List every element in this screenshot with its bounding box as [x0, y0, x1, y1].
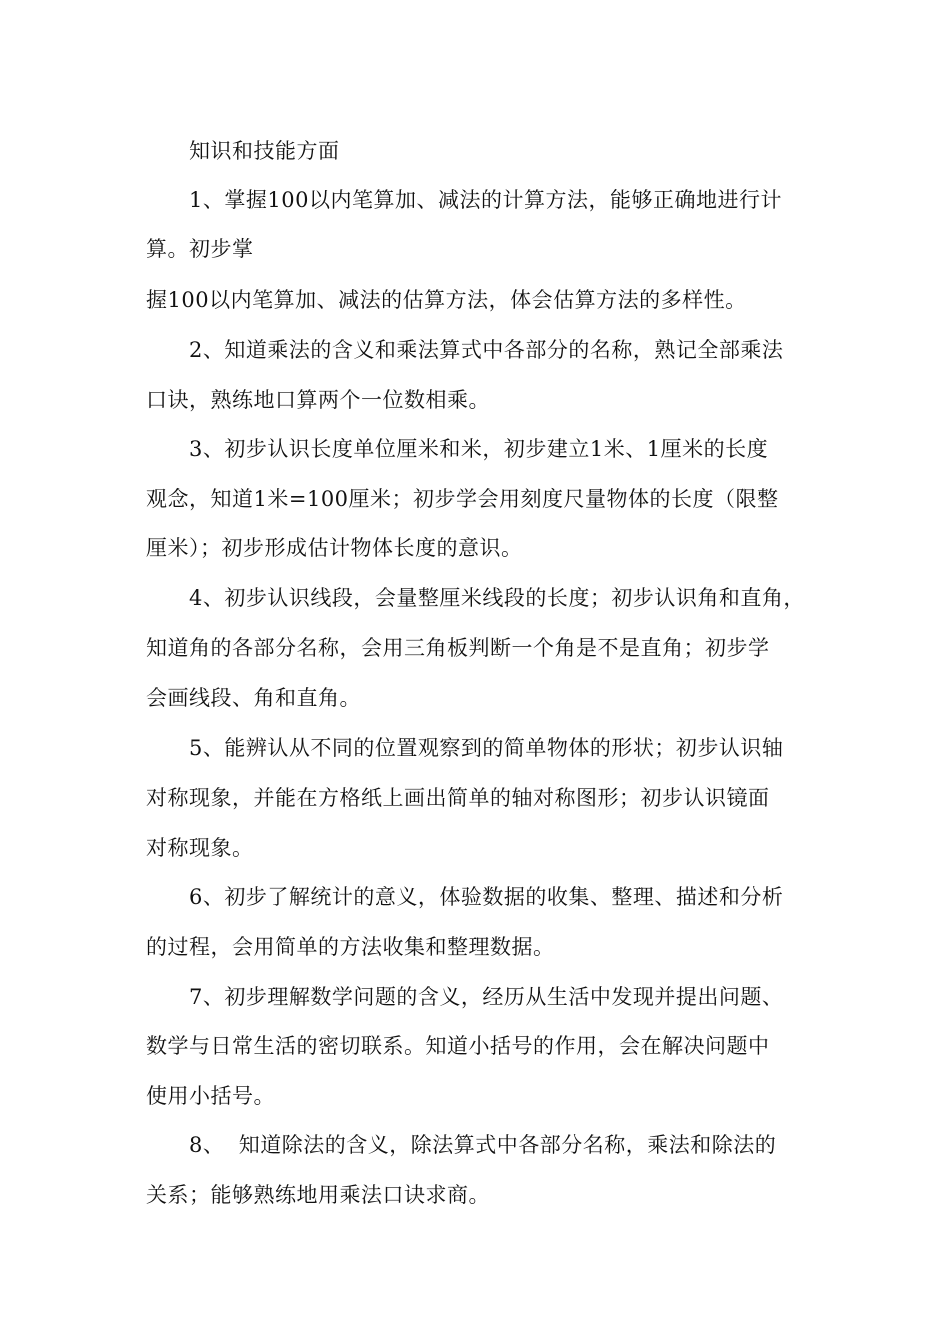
- paragraph-5-line-3: 会画线段、角和直角。: [146, 686, 361, 710]
- paragraph-4-line-1: 3、初步认识长度单位厘米和米，初步建立1米、1厘米的长度: [189, 437, 769, 461]
- paragraph-7-line-2: 的过程，会用简单的方法收集和整理数据。: [146, 935, 555, 959]
- paragraph-8-line-1: 7、初步理解数学问题的含义，经历从生活中发现并提出问题、: [189, 985, 784, 1009]
- paragraph-2-line-1: 握100以内笔算加、减法的估算方法，体会估算方法的多样性。: [146, 288, 747, 312]
- section-heading: 知识和技能方面: [189, 139, 340, 163]
- paragraph-9-line-1: 8、 知道除法的含义，除法算式中各部分名称，乘法和除法的: [189, 1133, 777, 1157]
- paragraph-5-line-2: 知道角的各部分名称，会用三角板判断一个角是不是直角；初步学: [146, 636, 770, 660]
- paragraph-3-line-2: 口诀，熟练地口算两个一位数相乘。: [146, 388, 490, 412]
- paragraph-4-line-2: 观念，知道1米=100厘米；初步学会用刻度尺量物体的长度（限整: [146, 487, 779, 511]
- paragraph-7-line-1: 6、初步了解统计的意义，体验数据的收集、整理、描述和分析: [189, 885, 784, 909]
- paragraph-8-line-2: 数学与日常生活的密切联系。知道小括号的作用，会在解决问题中: [146, 1034, 770, 1058]
- paragraph-8-line-3: 使用小括号。: [146, 1084, 275, 1108]
- paragraph-6-line-2: 对称现象，并能在方格纸上画出简单的轴对称图形；初步认识镜面: [146, 786, 770, 810]
- paragraph-1-line-1: 1、掌握100以内笔算加、减法的计算方法，能够正确地进行计: [189, 188, 782, 212]
- paragraph-3-line-1: 2、知道乘法的含义和乘法算式中各部分的名称，熟记全部乘法: [189, 338, 784, 362]
- paragraph-6-line-1: 5、能辨认从不同的位置观察到的简单物体的形状；初步认识轴: [189, 736, 784, 760]
- paragraph-6-line-3: 对称现象。: [146, 836, 254, 860]
- paragraph-9-line-2: 关系；能够熟练地用乘法口诀求商。: [146, 1183, 490, 1207]
- paragraph-5-line-1: 4、初步认识线段，会量整厘米线段的长度；初步认识角和直角，: [189, 586, 805, 610]
- paragraph-4-line-3: 厘米）；初步形成估计物体长度的意识。: [146, 536, 523, 560]
- paragraph-1-line-2: 算。初步掌: [146, 237, 254, 261]
